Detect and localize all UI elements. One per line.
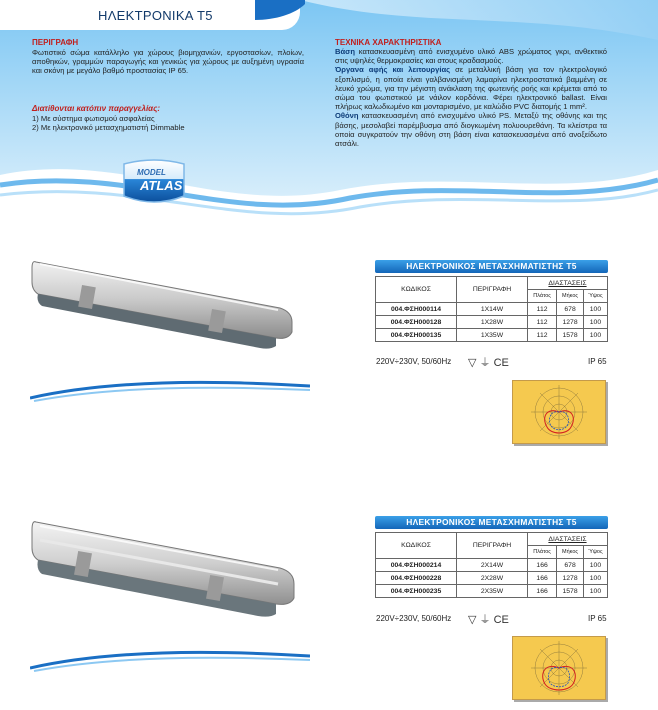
order-item: 1) Με σύστημα φωτισμού ασφαλείας <box>32 114 155 123</box>
ip-rating: IP 65 <box>588 614 607 623</box>
cell-width: 112 <box>528 316 557 329</box>
cell-length: 678 <box>557 303 584 316</box>
specs-gear-text: σε μεταλλική βάση για τον ηλεκτρολογικό εξοπλισμό, η οποία είναι γαλβανισμένη λαμαρίνα ηλεκτροστατικά βαμμένη σε λευκό χρώμα, για την μέγιστη ανάκλαση της φωτεινής ροής και κρέμεται από το σώμα του φωτιστικού με νάιλον κορδόνια. Φέρει ηλεκτρονικό ballast. Είναι πλήρως καλωδιωμένο και μονταρισμένο, με καλώδιο PVC διατομής 1 mm². <box>335 65 607 112</box>
order-item: 2) Με ηλεκτρονικό μετασχηματιστή Dimmable <box>32 123 185 133</box>
model-badge-label: MODEL <box>137 168 166 177</box>
specs-base-text: κατασκευασμένη από ενισχυμένο υλικό ABS χρώματος γκρι, ανθεκτικό στις υψηλές θερμοκρασίες και στους κραδασμούς. <box>335 47 607 66</box>
cell-width: 166 <box>528 585 557 598</box>
cell-width: 112 <box>528 303 557 316</box>
product-image-double <box>30 510 315 620</box>
light-distribution-diagram <box>512 636 606 700</box>
cell-desc: 2X14W <box>457 559 528 572</box>
cell-length: 678 <box>557 559 584 572</box>
specs-gear-label: Όργανα αφής και λειτουργίας <box>335 65 451 75</box>
cell-height: 100 <box>583 329 607 342</box>
voltage-label: 220V÷230V, 50/60Hz <box>376 614 452 623</box>
cell-code: 004.ΦΣΗ000228 <box>376 572 457 585</box>
col-header-dims: ΔΙΑΣΤΑΣΕΙΣ <box>528 533 608 546</box>
col-header-code: ΚΩΔΙΚΟΣ <box>376 277 457 303</box>
col-header-height: Ύψος <box>583 546 607 559</box>
col-header-width: Πλάτος <box>528 290 557 303</box>
page-title: ΗΛΕΚΤΡΟΝΙΚΑ T5 <box>98 8 213 23</box>
col-header-dims: ΔΙΑΣΤΑΣΕΙΣ <box>528 277 608 290</box>
table-row <box>376 329 608 342</box>
decorative-swoosh <box>30 378 310 402</box>
cell-desc: 2X35W <box>457 585 528 598</box>
cell-code: 004.ΦΣΗ000114 <box>376 303 457 316</box>
table-row <box>376 316 608 329</box>
cell-width: 166 <box>528 572 557 585</box>
cell-height: 100 <box>583 572 607 585</box>
cell-code: 004.ΦΣΗ000128 <box>376 316 457 329</box>
cell-length: 1578 <box>557 585 584 598</box>
cell-height: 100 <box>583 316 607 329</box>
certification-icons: ▽ ⏚ CE <box>468 357 509 369</box>
voltage-label: 220V÷230V, 50/60Hz <box>376 357 452 366</box>
cell-code: 004.ΦΣΗ000135 <box>376 329 457 342</box>
col-header-length: Μήκος <box>557 546 584 559</box>
col-header-width: Πλάτος <box>528 546 557 559</box>
table-row <box>376 572 608 585</box>
spec-table-2 <box>375 516 608 598</box>
decorative-swoosh <box>30 648 310 672</box>
light-distribution-diagram <box>512 380 606 444</box>
spec-table-title: ΗΛΕΚΤΡΟΝΙΚΟΣ ΜΕΤΑΣΧΗΜΑΤΙΣΤΗΣ T5 <box>375 260 608 273</box>
description-heading: ΠΕΡΙΓΡΑΦΗ <box>32 38 79 47</box>
spec-table <box>375 276 608 342</box>
col-header-length: Μήκος <box>557 290 584 303</box>
col-header-desc: ΠΕΡΙΓΡΑΦΗ <box>457 277 528 303</box>
description-text: Φωτιστικό σώμα κατάλληλο για χώρους βιομηχανιών, εργοστασίων, πλοίων, αποθηκών, γραμμών παραγωγής και γενικώς για χώρους με αυξημένη υγρασία και σκόνη με μεγάλο βαθμό προστασίας IP 65. <box>32 48 304 76</box>
order-list <box>32 114 292 132</box>
cell-desc: 1X14W <box>457 303 528 316</box>
specs-screen-text: κατασκευασμένη από ενισχυμένο υλικό PS. Μεταξύ της οθόνης και της βάσης, μεσολαβεί παρέμβυσμα από διογκωμένη πολυουρεθάνη. Τα κλείστρα τα οποία συγκρατούν την οθόνη στη βάση είναι κατασκευασμένα από ανοξείδωτο ατσάλι. <box>335 111 607 149</box>
spec-table-title: ΗΛΕΚΤΡΟΝΙΚΟΣ ΜΕΤΑΣΧΗΜΑΤΙΣΤΗΣ T5 <box>375 516 608 529</box>
cell-width: 112 <box>528 329 557 342</box>
cell-height: 100 <box>583 585 607 598</box>
cell-desc: 1X28W <box>457 316 528 329</box>
title-tab-accent <box>255 0 305 20</box>
certification-icons: ▽ ⏚ CE <box>468 614 509 626</box>
cell-desc: 1X35W <box>457 329 528 342</box>
cell-width: 166 <box>528 559 557 572</box>
order-heading: Διατίθονται κατόπιν παραγγελίας: <box>32 104 161 113</box>
table-row <box>376 303 608 316</box>
cell-desc: 2X28W <box>457 572 528 585</box>
cell-height: 100 <box>583 303 607 316</box>
cell-length: 1278 <box>557 316 584 329</box>
product-image-single <box>30 248 315 353</box>
col-header-desc: ΠΕΡΙΓΡΑΦΗ <box>457 533 528 559</box>
specs-base-label: Βάση <box>335 47 355 56</box>
specs-screen-label: Οθόνη <box>335 111 359 121</box>
cell-length: 1578 <box>557 329 584 342</box>
specs-heading: ΤΕΧΝΙΚΑ ΧΑΡΑΚΤΗΡΙΣΤΙΚΑ <box>335 38 442 47</box>
col-header-height: Ύψος <box>583 290 607 303</box>
ip-rating: IP 65 <box>588 357 607 366</box>
spec-table-1 <box>375 260 608 342</box>
cell-height: 100 <box>583 559 607 572</box>
table-row <box>376 559 608 572</box>
cell-code: 004.ΦΣΗ000214 <box>376 559 457 572</box>
table-row <box>376 585 608 598</box>
model-badge-name: ATLAS <box>140 178 183 193</box>
cell-length: 1278 <box>557 572 584 585</box>
col-header-code: ΚΩΔΙΚΟΣ <box>376 533 457 559</box>
spec-table <box>375 532 608 598</box>
cell-code: 004.ΦΣΗ000235 <box>376 585 457 598</box>
specs-text <box>335 47 607 148</box>
